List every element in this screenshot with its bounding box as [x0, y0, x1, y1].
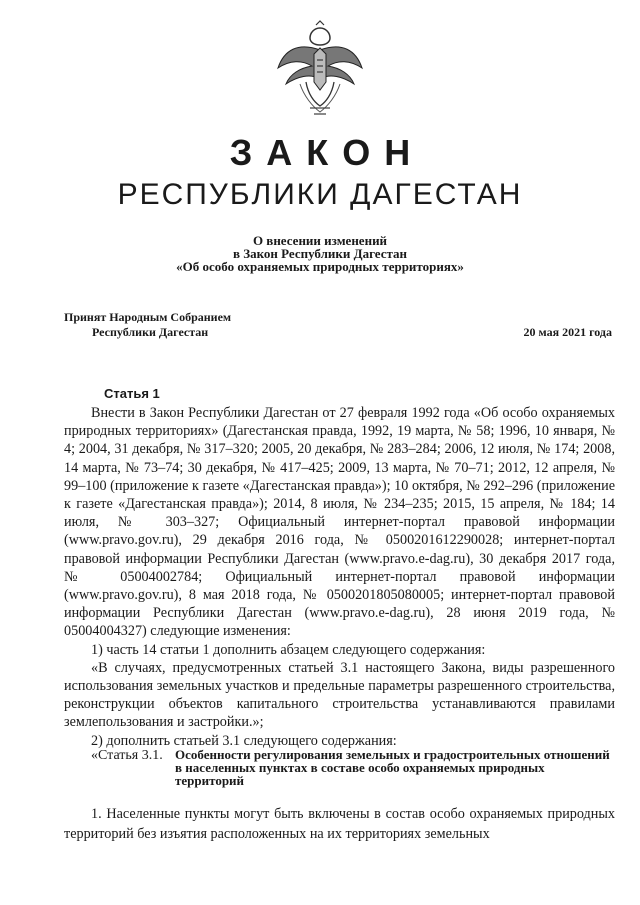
document-title: ЗАКОН — [229, 132, 425, 173]
document-republic: РЕСПУБЛИКИ ДАГЕСТАН — [117, 178, 523, 211]
adoption-date: 20 мая 2021 года — [523, 325, 612, 339]
amendment-item-2: 2) дополнить статьей 3.1 следующего содержания: — [91, 732, 397, 749]
new-article-body — [64, 804, 615, 844]
new-article-label: «Статья 3.1. — [91, 748, 163, 763]
article-body — [64, 404, 615, 750]
new-article-title: Особенности регулирования земельных и градостроительных отношений в населенных пунктах в составе особо охраняемых природных территорий — [175, 747, 610, 788]
subtitle-line: О внесении изменений — [252, 233, 388, 248]
subtitle-line: «Об особо охраняемых природных территориях» — [176, 259, 464, 274]
coat-of-arms-emblem — [270, 20, 370, 120]
amendment-quote-1: «В случаях, предусмотренных статьей 3.1 настоящего Закона, виды разрешенного использования земельных участков и предельные параметры разрешенного строительства, реконструкции объектов капитального строительства устанавливаются правилами землепользования и застройки.»; — [64, 659, 615, 731]
paragraph-1: 1. Населенные пункты могут быть включены в состав особо охраняемых природных территорий без изъятия расположенных на их территориях земельных — [64, 806, 615, 842]
article-heading: Статья 1 — [104, 386, 160, 401]
adoption-line-2: Республики Дагестан — [92, 325, 209, 339]
adoption-line-1: Принят Народным Собранием — [64, 310, 232, 324]
amendment-item-1: 1) часть 14 статьи 1 дополнить абзацем следующего содержания: — [91, 641, 486, 658]
adoption-note — [64, 310, 231, 340]
law-subtitle — [0, 234, 640, 273]
subtitle-line: в Закон Республики Дагестан — [232, 246, 408, 261]
article-intro: Внести в Закон Республики Дагестан от 27 февраля 1992 года «Об особо охраняемых природных территориях» (Дагестанская правда, 1992, 19 марта, № 58; 1996, 10 января, № 4; 2004, 31 декабря, № 317–320; 2005, 20 декабря, № 283–284; 2006, 12 июля, № 174; 2008, 14 марта, № 73–74; 30 декабря, № 417–425; 2009, 13 марта, № 70–71; 2012, 12 апреля, № 99–100 (приложение к газете «Дагестанская правда»); 10 октября, № 292–296 (приложение к газете «Дагестанская правда»); 2014, 8 июля, № 234–235; 2015, 15 апреля, № 184; 14 июля, № 303–327; Официальный интернет-портал правовой информации (www.pravo.gov.ru), 29 декабря 2016 года, № 0500201612290028; интернет-портал правовой информации Республики Дагестан (www.pravo.e-dag.ru), 30 декабря 2017 года, № 05004002784; Официальный интернет-портал правовой информации (www.pravo.gov.ru), 8 мая 2018 года, № 0500201805080005; интернет-портал правовой информации Республики Дагестан (www.pravo.e-dag.ru), 28 июня 2019 года, № 05004004327) следующие изменения: — [64, 405, 615, 640]
